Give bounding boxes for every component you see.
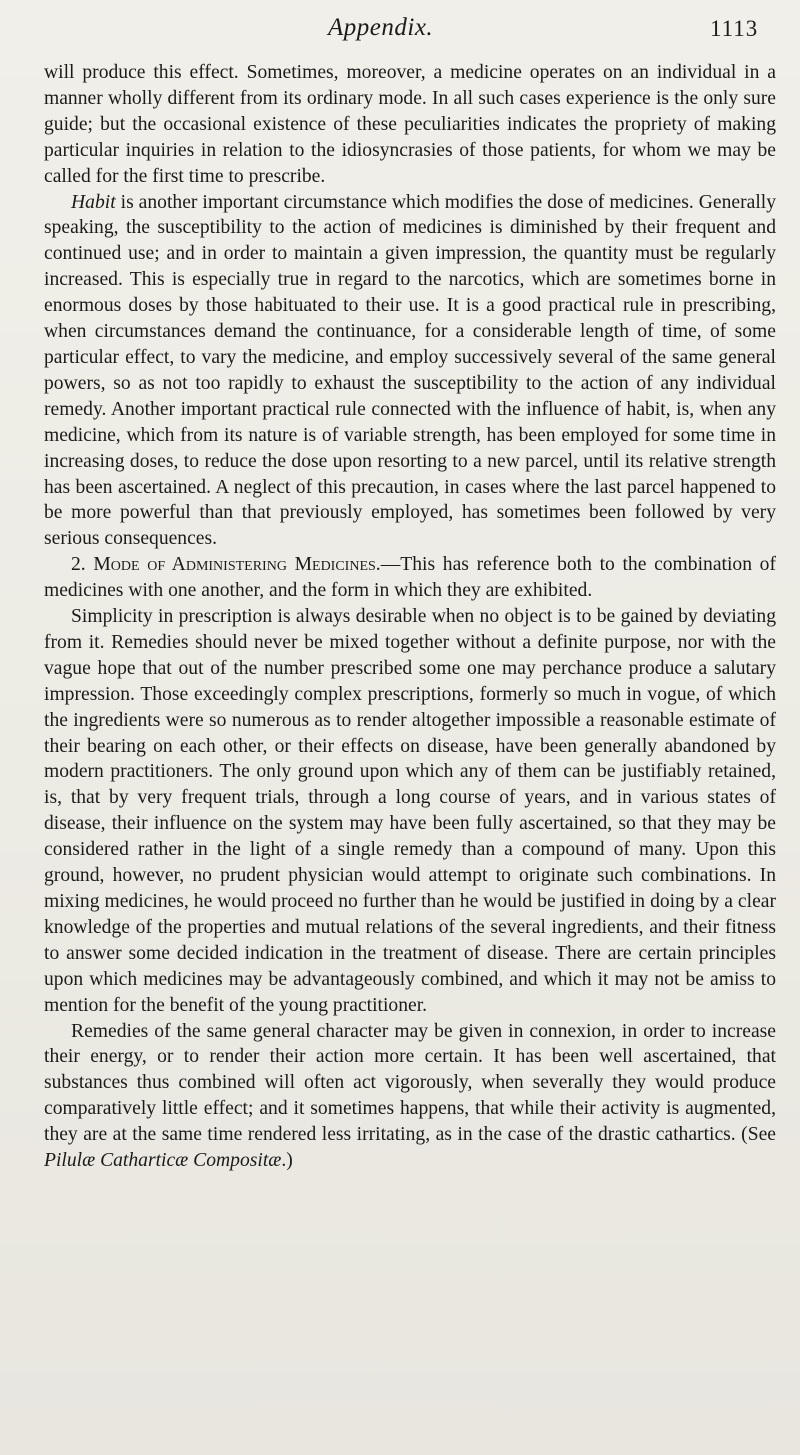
section-heading-paragraph: [44, 552, 776, 604]
page-header: [0, 10, 800, 46]
running-head: Appendix.: [328, 14, 434, 41]
remedies-close: .): [281, 1150, 293, 1172]
paragraph-simplicity: Simplicity in prescription is always desirable when no object is to be gained by deviating from it. Remedies should never be mixed together without a definite purpose, nor with the vague hope that out of the number prescribed some one may perchance produce a salutary impression. Those exceedingly complex prescriptions, formerly so much in vogue, of which the ingredients were so numerous as to render altogether impossible a reasonable estimate of their bearing on each other, or their effects on disease, have been generally abandoned by modern practitioners. The only ground upon which any of them can be justifiably retained, is, that by very frequent trials, through a long course of years, and in various states of disease, their influence on the system may have been fully ascertained, so that they may be considered rather in the light of a single remedy than a compound of many. Upon this ground, however, no prudent physician would attempt to originate such combinations. In mixing medicines, he would proceed no further than he would be justified in doing by a clear knowledge of the properties and mutual relations of the several ingredients, and their fitness to answer some decided indication in the treatment of disease. There are certain principles upon which medicines may be advantageously combined, and which it may not be amiss to mention for the benefit of the young practitioner.: [44, 606, 776, 1016]
remedies-text: Remedies of the same general character may be given in connexion, in order to increase their energy, or to render their action more certain. It has been well ascertained, that substances thus combined will often act vigorously, when severally they would produce comparatively little effect; and it sometimes happens, that while their activity is augmented, they are at the same time rendered less irritating, as in the case of the drastic cathartics. (See: [44, 1020, 776, 1146]
section-intro: —This has reference both to the combination of medicines with one another, and the form in which they are exhibited.: [44, 554, 776, 602]
paragraph-habit: [44, 190, 776, 553]
paragraph-remedies: [44, 1019, 776, 1174]
body-text: [44, 60, 776, 1440]
section-heading: Mode of Administering Medicines.: [93, 554, 381, 576]
habit-text: is another important circumstance which modifies the dose of medicines. Generally speaking, the susceptibility to the action of medicines is diminished by their frequent and continued use; and in order to maintain a given impression, the quantity must be regularly increased. This is especially true in regard to the narcotics, which are sometimes borne in enormous doses by those habituated to their use. It is a good practical rule in prescribing, when circumstances demand the continuance, for a considerable length of time, of some particular effect, to vary the medicine, and employ successively several of the same general powers, so as not too rapidly to exhaust the susceptibility to the action of any individual remedy. Another important practical rule connected with the influence of habit, is, when any medicine, which from its nature is of variable strength, has been employed for some time in increasing doses, to reduce the dose upon resorting to a new parcel, until its relative strength has been ascertained. A neglect of this precaution, in cases where the last parcel happened to be more powerful than that previously employed, has sometimes been followed by very serious consequences.: [44, 191, 776, 550]
section-number: 2.: [71, 554, 94, 576]
habit-term: Habit: [71, 191, 116, 213]
page-number: 1113: [710, 16, 759, 41]
paragraph-idiosyncrasy: will produce this effect. Sometimes, moreover, a medicine operates on an individual in a manner wholly different from its ordinary mode. In all such cases experience is the only sure guide; but the occasional existence of these peculiarities indicates the propriety of making particular inquiries in relation to the idiosyncrasies of those patients, for whom we may be called for the first time to prescribe.: [44, 62, 776, 187]
pilulae-reference: Pilulæ Catharticæ Compositæ: [44, 1150, 282, 1172]
